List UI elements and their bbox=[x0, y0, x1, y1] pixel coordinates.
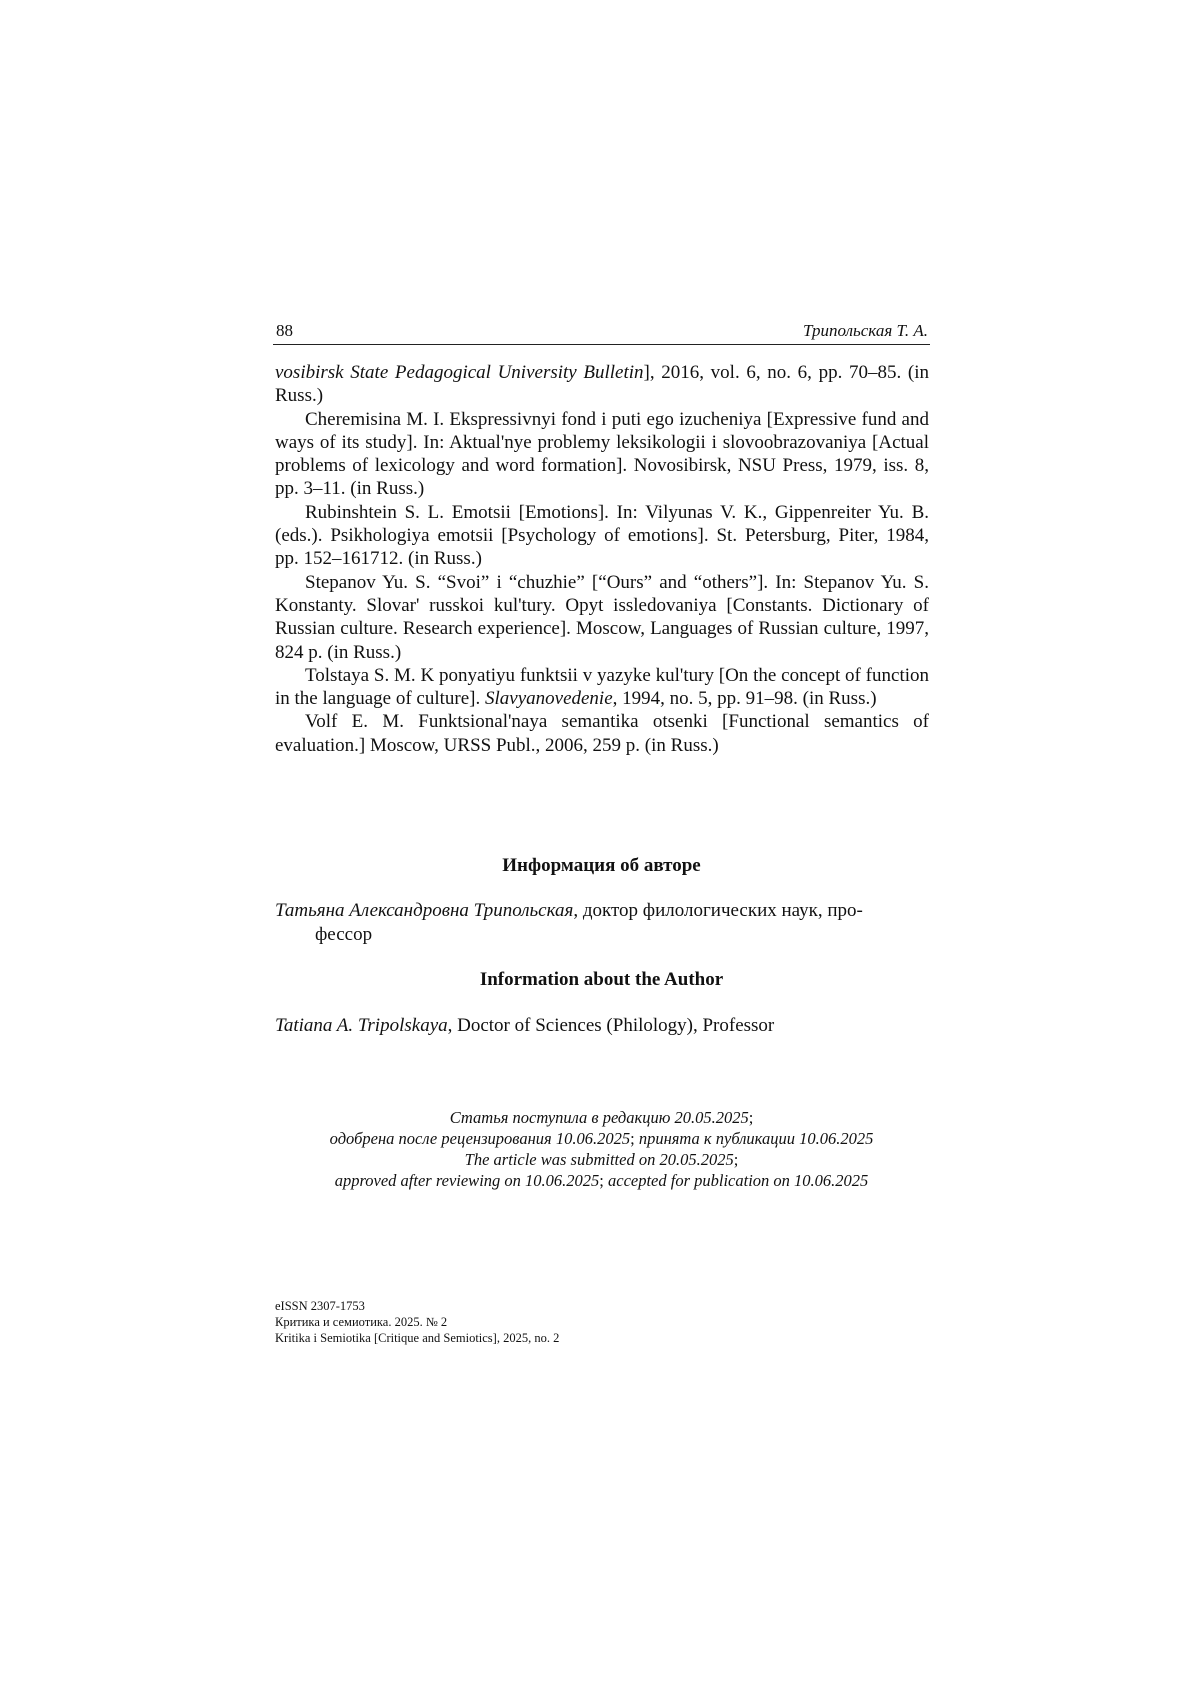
reference-tolstaya-tail: , 1994, no. 5, pp. 91–98. (in Russ.) bbox=[612, 688, 877, 710]
date-approved-ru: одобрена после рецензирования 10.06.2025 bbox=[329, 1129, 631, 1148]
author-info-ru bbox=[275, 899, 929, 947]
reference-stepanov: Stepanov Yu. S. “Svoi” i “chuzhie” [“Ours” and “others”]. In: Stepanov Yu. S. Konstanty. Slovar' russkoi kul'tury. Opyt issledovaniya [Constants. Dictionary of Russian culture. Research experience]. Moscow, Languages of Russian culture, 1997, 824 p. (in Russ.) bbox=[275, 571, 929, 663]
reference-list bbox=[275, 361, 929, 757]
date-accepted-ru: принята к публикации 10.06.2025 bbox=[638, 1129, 874, 1148]
footer-eissn: eISSN 2307-1753 bbox=[275, 1299, 365, 1313]
footer-journal-en: Kritika i Semiotika [Critique and Semiotics], 2025, no. 2 bbox=[275, 1331, 560, 1345]
footer-journal-ru: Критика и семиотика. 2025. № 2 bbox=[275, 1315, 448, 1329]
reference-volf: Volf E. M. Funktsional'naya semantika otsenki [Functional semantics of evaluation.] Moscow, URSS Publ., 2006, 259 p. (in Russ.) bbox=[275, 711, 929, 756]
author-credentials-ru: , доктор филологических наук, про- bbox=[573, 900, 863, 921]
reference-rubinshtein: Rubinshtein S. L. Emotsii [Emotions]. In: Vilyunas V. K., Gippenreiter Yu. B. (eds.). Psikhologiya emotsii [Psychology of emotions]. St. Petersburg, Piter, 1984, pp. 152–161712. (in Russ.) bbox=[275, 501, 929, 570]
reference-tolstaya-journal: Slavyanovedenie bbox=[484, 688, 613, 710]
date-approved-en: approved after reviewing on 10.06.2025 bbox=[334, 1171, 600, 1190]
reference-continued bbox=[275, 361, 929, 408]
page-header bbox=[273, 318, 930, 345]
reference-tolstaya-text: Tolstaya S. M. K ponyatiyu funktsii v yazyke kul'tury [On the concept of function in the language of culture]. bbox=[275, 664, 929, 710]
page-footer bbox=[275, 1298, 559, 1346]
author-name-en: Tatiana A. Tripolskaya bbox=[275, 1015, 448, 1036]
author-info-heading-ru: Информация об авторе bbox=[502, 855, 701, 876]
dates-line-3: The article was submitted on 20.05.2025; bbox=[464, 1150, 739, 1169]
date-submitted-ru: Статья поступила в редакцию 20.05.2025 bbox=[449, 1108, 749, 1127]
page-number: 88 bbox=[276, 321, 293, 340]
author-name-ru: Татьяна Александровна Трипольская bbox=[275, 900, 574, 921]
reference-tolstaya bbox=[275, 664, 929, 711]
dates-line-4: approved after reviewing on 10.06.2025; accepted for publication on 10.06.2025 bbox=[334, 1171, 869, 1190]
author-info-heading-en: Information about the Author bbox=[479, 969, 724, 990]
reference-cheremisina: Cheremisina M. I. Ekspressivnyi fond i puti ego izucheniya [Expressive fund and ways of its study]. In: Aktual'nye problemy leksikologii i slovoobrazovaniya [Actual problems of lexicology and word formation]. Novosibirsk, NSU Press, 1979, iss. 8, pp. 3–11. (in Russ.) bbox=[275, 408, 929, 500]
dates-line-2: одобрена после рецензирования 10.06.2025; принята к публикации 10.06.2025 bbox=[329, 1129, 874, 1148]
dates-line-1: Статья поступила в редакцию 20.05.2025; bbox=[449, 1108, 754, 1127]
article-dates bbox=[273, 1107, 930, 1191]
date-submitted-en: The article was submitted on 20.05.2025 bbox=[464, 1150, 734, 1169]
date-accepted-en: accepted for publication on 10.06.2025 bbox=[608, 1171, 869, 1190]
reference-title-italic: vosibirsk State Pedagogical University Bulletin bbox=[275, 362, 644, 383]
author-info-en bbox=[275, 1014, 929, 1038]
reference-continued-rest: ], 2016, vol. 6, no. 6, pp. 70–85. (in Russ.) bbox=[275, 362, 929, 407]
author-credentials-ru-continued: фессор bbox=[315, 924, 373, 945]
running-head: Трипольская Т. А. bbox=[802, 321, 928, 340]
author-credentials-en: , Doctor of Sciences (Philology), Professor bbox=[447, 1015, 775, 1036]
